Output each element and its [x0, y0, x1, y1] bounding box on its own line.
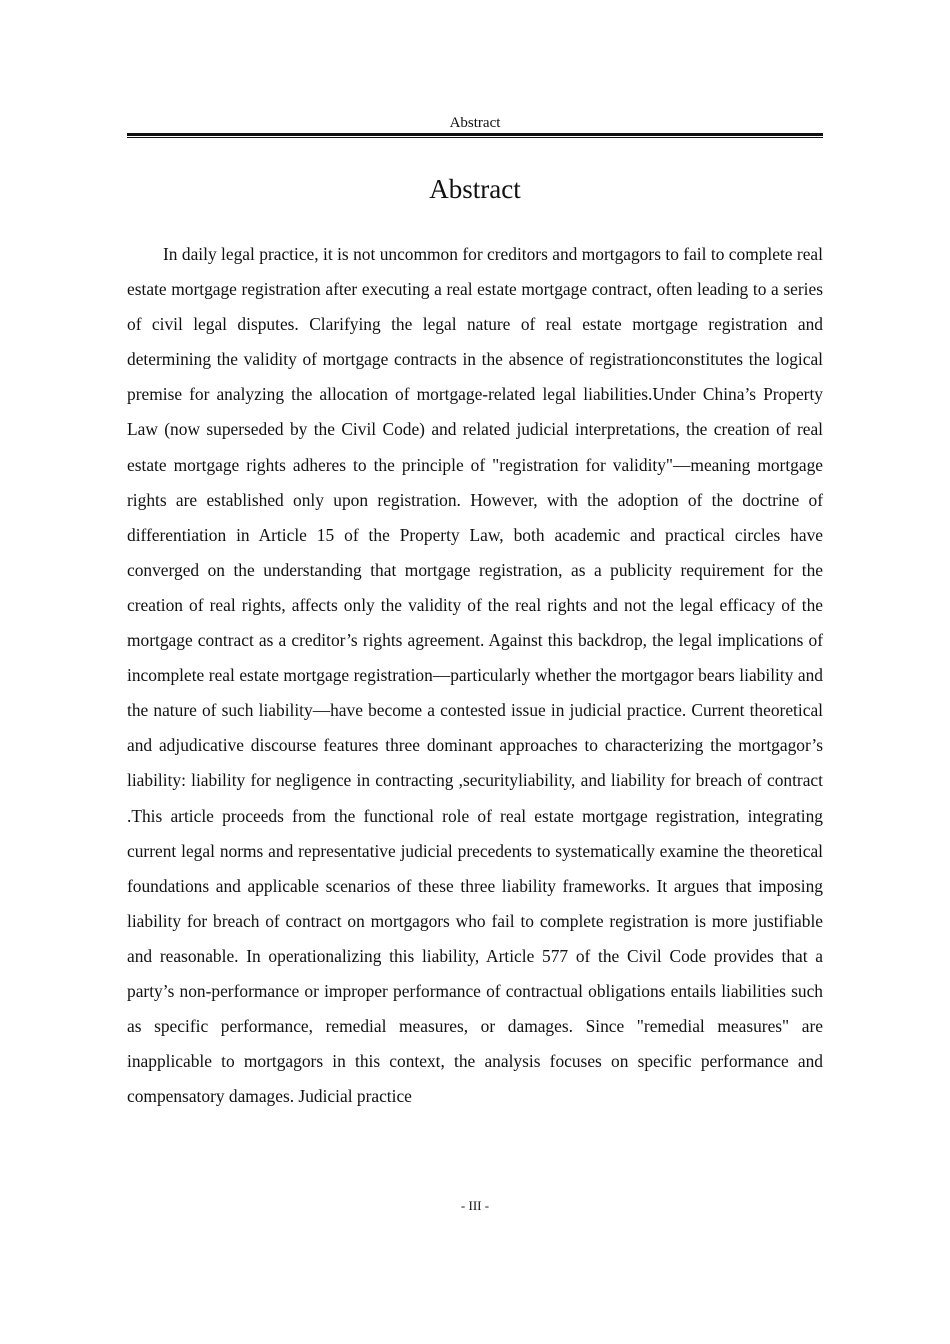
abstract-paragraph: In daily legal practice, it is not uncommon for creditors and mortgagors to fail to complete real estate mortgage registration after executing a real estate mortgage contract, often leading to a series of civil legal disputes. Clarifying the legal nature of real estate mortgage registration and determining the validity of mortgage contracts in the absence of registrationconstitutes the logical premise for analyzing the allocation of mortgage-related legal liabilities.Under China’s Property Law (now superseded by the Civil Code) and related judicial interpretations, the creation of real estate mortgage rights adheres to the principle of "registration for validity"—meaning mortgage rights are established only upon registration. However, with the adoption of the doctrine of differentiation in Article 15 of the Property Law, both academic and practical circles have converged on the understanding that mortgage registration, as a publicity requirement for the creation of real rights, affects only the validity of the real rights and not the legal efficacy of the mortgage contract as a creditor’s rights agreement. Against this backdrop, the legal implications of incomplete real estate mortgage registration—particularly whether the mortgagor bears liability and the nature of such liability—have become a contested issue in judicial practice. Current theoretical and adjudicative discourse features three dominant approaches to characterizing the mortgagor’s liability: liability for negligence in contracting ,securityliability, and liability for breach of contract .This article proceeds from the functional role of real estate mortgage registration, integrating current legal norms and representative judicial precedents to systematically examine the theoretical foundations and applicable scenarios of these three liability frameworks. It argues that imposing liability for breach of contract on mortgagors who fail to complete registration is more justifiable and reasonable. In operationalizing this liability, Article 577 of the Civil Code provides that a party’s non-performance or improper performance of contractual obligations entails liabilities such as specific performance, remedial measures, or damages. Since "remedial measures" are inapplicable to mortgagors in this context, the analysis focuses on specific performance and compensatory damages. Judicial practice: [127, 244, 823, 1107]
header-rule: [127, 133, 823, 138]
page-title: Abstract: [429, 174, 521, 204]
page-number: - III -: [460, 1198, 490, 1213]
running-header: Abstract: [449, 115, 501, 131]
